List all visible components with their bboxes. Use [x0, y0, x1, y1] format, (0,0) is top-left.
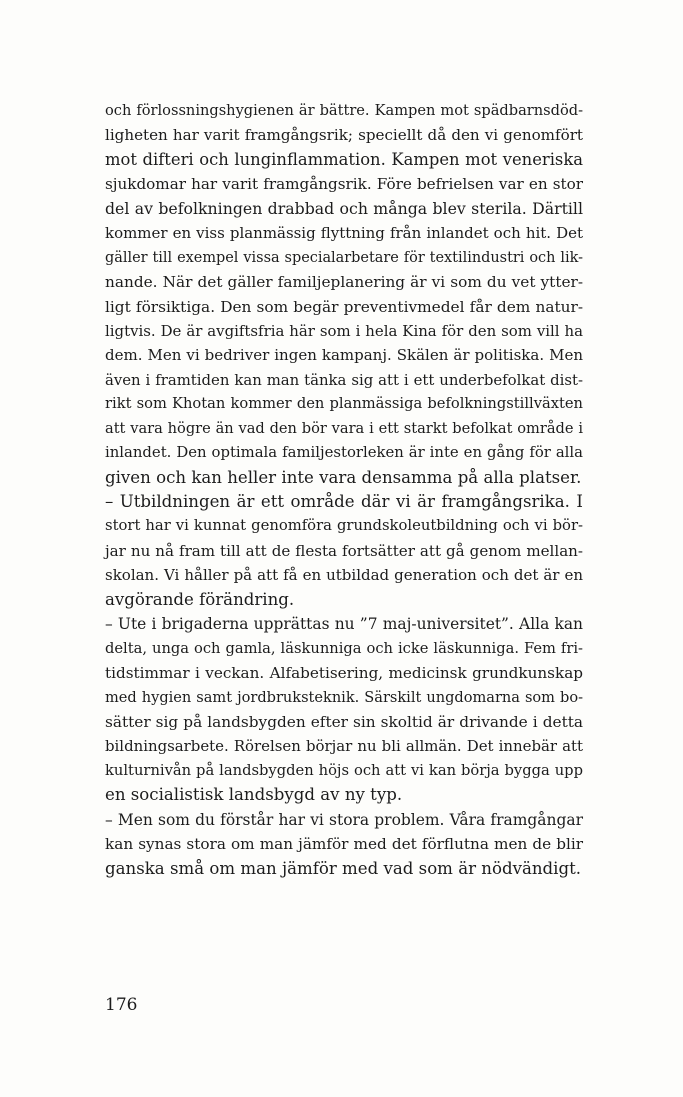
- text-line: skolan. Vi håller på att få en utbildad generation och det är en: [105, 566, 583, 585]
- text-line: ligt försiktiga. Den som begär preventivmedel får dem natur-: [105, 297, 583, 316]
- text-line: kommer en viss planmässig flyttning från inlandet och hit. Det: [105, 224, 583, 243]
- text-line: bildningsarbete. Rörelsen börjar nu bli allmän. Det innebär att: [105, 737, 583, 756]
- text-line: dem. Men vi bedriver ingen kampanj. Skälen är politiska. Men: [105, 346, 583, 365]
- text-line: jar nu nå fram till att de flesta fortsätter att gå genom mellan-: [105, 541, 583, 560]
- text-line: avgörande förändring.: [105, 589, 295, 609]
- text-line: sätter sig på landsbygden efter sin skoltid är drivande i detta: [105, 712, 583, 731]
- text-line: rikt som Khotan kommer den planmässiga befolkningstillväxten: [105, 395, 583, 413]
- text-line: gäller till exempel vissa specialarbetare för textilindustri och lik-: [105, 249, 583, 266]
- text-line: – Utbildningen är ett område där vi är framgångsrika. I: [105, 492, 583, 511]
- text-line: även i framtiden kan man tänka sig att i ett underbefolkat dist-: [105, 370, 583, 389]
- text-line: en socialistisk landsbygd av ny typ.: [105, 785, 403, 805]
- text-line: nande. När det gäller familjeplanering är vi som du vet ytter-: [105, 273, 583, 292]
- text-line: inlandet. Den optimala familjestorleken är inte en gång för alla: [105, 444, 583, 462]
- text-line: kulturnivån på landsbygden höjs och att vi kan börja bygga upp: [105, 761, 583, 779]
- text-line: sjukdomar har varit framgångsrik. Före befrielsen var en stor: [105, 175, 583, 194]
- text-line: stort har vi kunnat genomföra grundskoleutbildning och vi bör-: [105, 517, 583, 535]
- text-line: delta, unga och gamla, läskunniga och icke läskunniga. Fem fri-: [105, 639, 583, 657]
- text-line: kan synas stora om man jämför med det förflutna men de blir: [105, 835, 583, 854]
- text-line: att vara högre än vad den bör vara i ett starkt befolkat område i: [105, 419, 583, 437]
- text-line: ligheten har varit framgångsrik; speciellt då den vi genomfört: [105, 126, 583, 145]
- text-line: del av befolkningen drabbad och många blev sterila. Därtill: [105, 198, 583, 218]
- text-line: – Men som du förstår har vi stora problem. Våra framgångar: [105, 810, 583, 829]
- page-number: 176: [105, 995, 138, 1015]
- text-line: med hygien samt jordbruksteknik. Särskilt ungdomarna som bo-: [105, 688, 583, 706]
- text-line: tidstimmar i veckan. Alfabetisering, medicinsk grundkunskap: [105, 664, 583, 683]
- text-line: – Ute i brigaderna upprättas nu ”7 maj-universitet”. Alla kan: [105, 615, 583, 634]
- text-line: given och kan heller inte vara densamma på alla platser.: [105, 467, 582, 487]
- text-line: ligtvis. De är avgiftsfria här som i hela Kina för den som vill ha: [105, 321, 583, 340]
- body-text: [105, 99, 583, 881]
- text-line: och förlossningshygienen är bättre. Kampen mot spädbarnsdöd-: [105, 102, 583, 119]
- text-line: ganska små om man jämför med vad som är nödvändigt.: [105, 858, 582, 878]
- text-line: mot difteri och lunginflammation. Kampen mot veneriska: [105, 149, 583, 169]
